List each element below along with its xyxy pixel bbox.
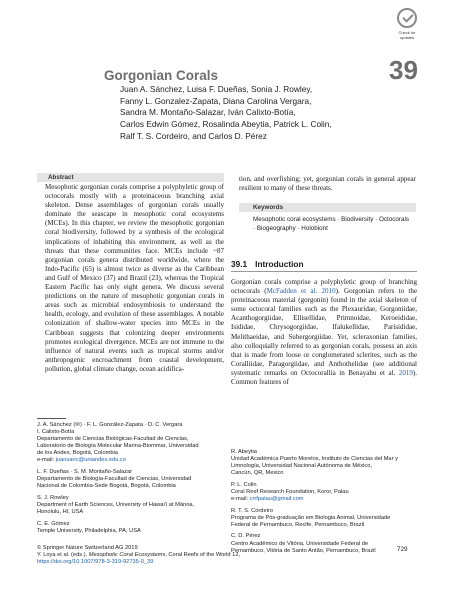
affiliation-block: [37, 521, 217, 535]
affiliation-line: Federal de Pernambuco, Recife, Pernambuco, Brazil: [231, 521, 365, 528]
author-line: Sandra M. Montaño-Salazar, Iván Calixto-Botía,: [120, 107, 296, 118]
author-line: Carlos Edwin Gómez, Rosalinda Abeytia, Patrick L. Colin,: [120, 119, 332, 130]
affiliation-line: Pernambuco, Vitória de Santo Antão, Pernambuco, Brazil: [231, 547, 376, 554]
affiliation-block: [37, 495, 217, 516]
affiliation-block: [37, 469, 217, 490]
affiliation-line: Programa de Pós-graduação em Biologia Animal, Universidade: [231, 514, 391, 521]
affiliation-line: I. Calixto-Botía: [37, 429, 75, 436]
citation-text: Y. Loya et al. (eds.),: [37, 552, 89, 559]
affiliations-left: [37, 422, 217, 539]
section-title: Introduction: [255, 259, 304, 269]
affiliation-line: Temple University, Philadelphia, PA, USA: [37, 527, 141, 534]
keywords-section: [239, 203, 416, 233]
affiliations-right: [231, 449, 417, 559]
chapter-title: Gorgonian Corals: [104, 68, 219, 83]
copyright-line: © Springer Nature Switzerland AG 2019: [37, 545, 138, 551]
affiliation-email-line: [37, 457, 217, 464]
affiliation-line: Honolulu, HI, USA: [37, 509, 84, 516]
page-number: 729: [397, 546, 408, 553]
affiliation-line: L. F. Dueñas · S. M. Montaño-Salazar: [37, 469, 133, 476]
abstract-section: [37, 173, 224, 374]
section-number: 39.1: [231, 259, 248, 269]
affiliation-line: C. D. Pérez: [231, 533, 261, 540]
badge-label-line1: Check for: [398, 30, 416, 35]
intro-text-segment: ). Gorgonian refers to the proteinaceous material (gorgonin) found in the axial skeleton of some octocoral families such as the Plexauridae, Gorgoniidae, Acanthogorgiidae, Ellisellidae, Primnoidae, Keroeididae, Isididae, Chrysogorgiidae, Ifalukellidae, Parisididae, Melithaeidae, and Subergorgiidae. Yet, scleraxonian families, also colloquially referred to as gorgonian corals, possess an axis that is made from loose or conglomerated sclerites, such as the Coralliidae, Paragorgiidae, and Anthothelidae (see additional systematic remarks on Octocorallia in Benayahu et al.: [231, 287, 417, 377]
email-link[interactable]: crrfpalau@gmail.com: [249, 496, 304, 503]
chapter-number: 39: [389, 55, 418, 85]
email-label: e-mail:: [37, 457, 56, 464]
intro-text-segment: ). Common features of: [231, 368, 417, 387]
email-link[interactable]: juansanc@uniandes.edu.co: [55, 457, 126, 464]
citation-footer: [37, 545, 240, 566]
section-heading: [231, 259, 417, 272]
keywords-line1: Mesophotic coral ecosystems · Biodiversity · Octocorals: [253, 216, 410, 223]
affiliation-line: de los Andes, Bogotá, Colombia: [37, 450, 118, 457]
keywords-text: [239, 212, 416, 233]
badge-label-line2: updates: [399, 35, 415, 40]
citation-text: , Coral Reefs of the World 12,: [165, 552, 241, 559]
affiliation-line: Nacional de Colombia-Sede Bogotá, Bogotá, Colombia: [37, 483, 176, 490]
keywords-line2: · Biogeography · Holobiont: [253, 225, 328, 232]
affiliation-email-line: [231, 496, 417, 503]
affiliation-block: [231, 508, 417, 529]
abstract-text: Mesophotic gorgonian corals comprise a polyphyletic group of octocorals mostly with a proteinaceous branching axial skeleton. Dense assemblages of gorgonian corals usually dominate the seascape in mesophotic coral ecosystems (MCEs). In this chapter, we review the mesophotic gorgonian coral biodiversity, followed by a synthesis of the ecological implications of inhabiting this environment, as well as the threats that these communities face. MCEs include ~87 gorgonian corals genera distributed worldwide, where the Indo-Pacific (65) is almost twice as diverse as the Caribbean and Gulf of Mexico (37) and Brazil (23), whereas the Tropical Eastern Pacific has only eight genera. We discuss several predictions on the nature of mesophotic gorgonian corals in areas such as microbial endosymbiosis to understand the health, ecology, and evolution of these assemblages. A notable colonization of shallow-water species into MCEs in the Caribbean suggests that colonizing deeper environments promotes ecological divergence. MCEs are not immune to the influence of natural events such as tropical storms and/or anthropogenic encroachment from coastal development, pollution, global climate change, ocean acidifica-: [45, 183, 224, 373]
citation-line: [37, 552, 240, 559]
affiliation-block: [37, 422, 217, 465]
keywords-heading: Keywords: [239, 203, 416, 212]
author-line: Ralf T. S. Cordeiro, and Carlos D. Pérez: [120, 130, 267, 141]
citation-link-mcfadden[interactable]: McFadden et al. 2010: [266, 287, 336, 296]
affiliation-line: Centro Acadêmico de Vitória, Universidade Federal de: [231, 540, 369, 547]
affiliation-line: P. L. Colin: [231, 481, 257, 488]
affiliation-block: [231, 533, 417, 554]
affiliation-line: R. Abeytia: [231, 449, 257, 455]
affiliation-line: Cancún, QR, Mexico: [231, 470, 284, 477]
affiliation-line: J. A. Sánchez (✉) · F. L. González-Zapata · D. C. Vergara: [37, 422, 183, 428]
book-title: Mesophotic Coral Ecosystems: [88, 552, 166, 559]
abstract-continuation: tion, and overfishing; yet, gorgonian corals in general appear resilient to many of these threats.: [239, 175, 416, 193]
affiliation-line: Limnología, Universidad Nacional Autónoma de México,: [231, 463, 373, 470]
affiliation-line: R. T. S. Cordeiro: [231, 507, 273, 514]
author-list: [120, 84, 420, 143]
affiliation-line: C. E. Gómez: [37, 520, 70, 527]
footnote-divider: [37, 418, 66, 419]
author-line: Fanny L. Gonzalez-Zapata, Diana Carolina Vergara,: [120, 95, 312, 106]
affiliation-line: Departamento de Ciencias Biológicas-Facultad de Ciencias,: [37, 436, 189, 443]
doi-line: [37, 559, 240, 566]
affiliation-line: S. J. Rowley: [37, 494, 69, 501]
check-for-updates-badge[interactable]: [392, 8, 422, 48]
affiliation-line: Department of Earth Sciences, University of Hawaiʻi at Mānoa,: [37, 501, 195, 508]
intro-text-segment: Gorgonian corals comprise a polyphyletic group of branching octocorals (: [231, 278, 417, 296]
affiliation-line: Laboratorio de Biología Molecular Marina-Biommar, Universidad: [37, 443, 199, 450]
affiliation-line: Departamento de Biología-Facultad de Ciencias, Universidad: [37, 476, 192, 483]
doi-link[interactable]: https://doi.org/10.1007/978-3-319-92735-0_39: [37, 559, 154, 566]
affiliation-line: Coral Reef Research Foundation, Koror, Palau: [231, 488, 349, 495]
author-line: Juan A. Sánchez, Luisa F. Dueñas, Sonia J. Rowley,: [120, 84, 313, 94]
abstract-heading: Abstract: [37, 173, 224, 182]
citation-link-benayahu[interactable]: 2019: [398, 368, 413, 377]
email-label: e-mail:: [231, 496, 250, 503]
affiliation-block: [231, 449, 417, 477]
check-icon: [397, 8, 417, 28]
affiliation-block: [231, 482, 417, 503]
affiliation-line: Unidad Académica Puerto Morelos, Instituto de Ciencias del Mar y: [231, 456, 398, 463]
introduction-text: [231, 278, 417, 387]
